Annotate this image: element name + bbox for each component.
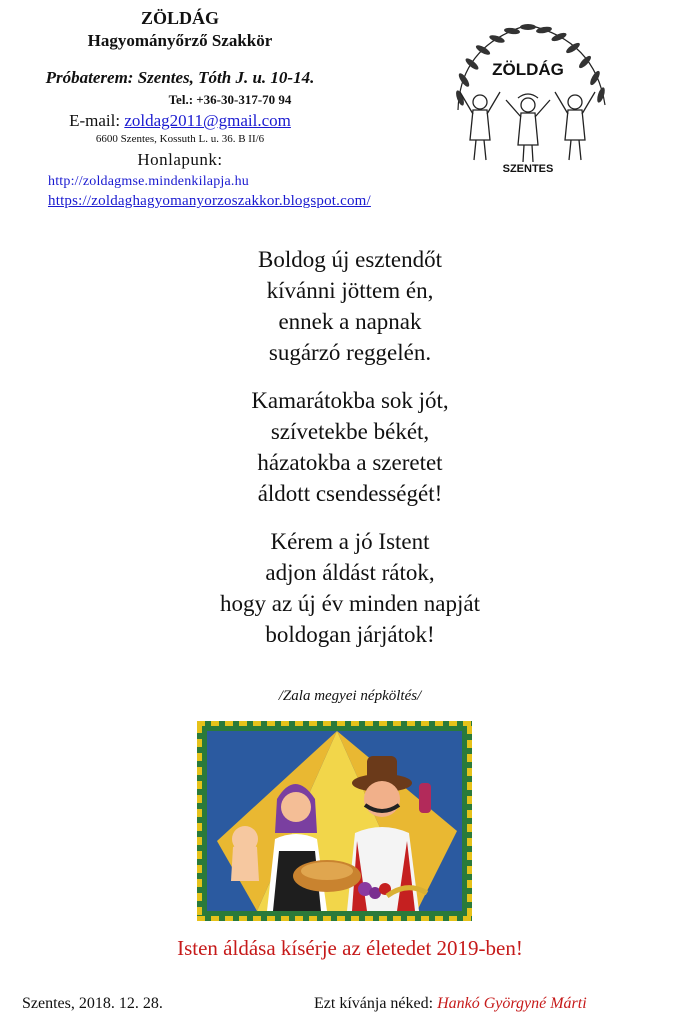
author-name: Hankó Györgyné Márti <box>437 995 587 1012</box>
phone-number: Tel.: +36-30-317-70 94 <box>168 92 292 107</box>
org-subtitle: Hagyományőrző Szakkör <box>87 31 273 50</box>
logo-subtitle: SZENTES <box>502 163 554 175</box>
zoldag-logo <box>440 10 615 180</box>
poem-line: kívánni jöttem én, <box>266 278 434 303</box>
email-row <box>0 111 360 131</box>
website-link-1[interactable]: http://zoldagmse.mindenkilapja.hu <box>48 174 250 189</box>
poem-stanza-2 <box>0 385 700 509</box>
poem-stanza-1 <box>0 244 700 368</box>
postal-address: 6600 Szentes, Kossuth L. u. 36. B II/6 <box>95 133 265 145</box>
poem-line: boldogan járjátok! <box>265 622 435 647</box>
poem-line: házatokba a szeretet <box>257 450 443 475</box>
logo-title: ZÖLDÁG <box>492 60 564 79</box>
poem-line: Kamarátokba sok jót, <box>251 388 449 413</box>
new-year-greeting: Isten áldása kísérje az életedet 2019-ben! <box>177 936 523 960</box>
website-link-2[interactable]: https://zoldaghagyomanyorzoszakkor.blogspot.com/ <box>48 193 371 209</box>
poem-line: hogy az új év minden napját <box>220 591 480 616</box>
poem-stanza-3 <box>0 526 700 650</box>
poem-line: szívetekbe békét, <box>270 419 430 444</box>
signature-line <box>314 995 587 1013</box>
rehearsal-address: Próbaterem: Szentes, Tóth J. u. 10-14. <box>45 68 315 87</box>
place-date: Szentes, 2018. 12. 28. <box>22 995 163 1012</box>
poem-credit: /Zala megyei népköltés/ <box>278 688 422 704</box>
poem-line: adjon áldást rátok, <box>265 560 435 585</box>
folk-family-illustration <box>197 721 472 921</box>
email-link[interactable]: zoldag2011@gmail.com <box>124 111 291 130</box>
poem-line: áldott csendességét! <box>257 481 443 506</box>
poem <box>0 244 700 667</box>
poem-line: ennek a napnak <box>278 309 422 334</box>
wish-prefix: Ezt kívánja néked: <box>314 995 434 1012</box>
illustration-svg <box>197 721 472 921</box>
logo-illustration <box>440 10 615 180</box>
poem-line: sugárzó reggelén. <box>268 340 432 365</box>
org-name: ZÖLDÁG <box>140 8 219 28</box>
poem-line: Boldog új esztendőt <box>258 247 442 272</box>
websites-label: Honlapunk: <box>137 150 223 169</box>
email-label: E-mail: <box>69 111 121 130</box>
poem-line: Kérem a jó Istent <box>270 529 430 554</box>
